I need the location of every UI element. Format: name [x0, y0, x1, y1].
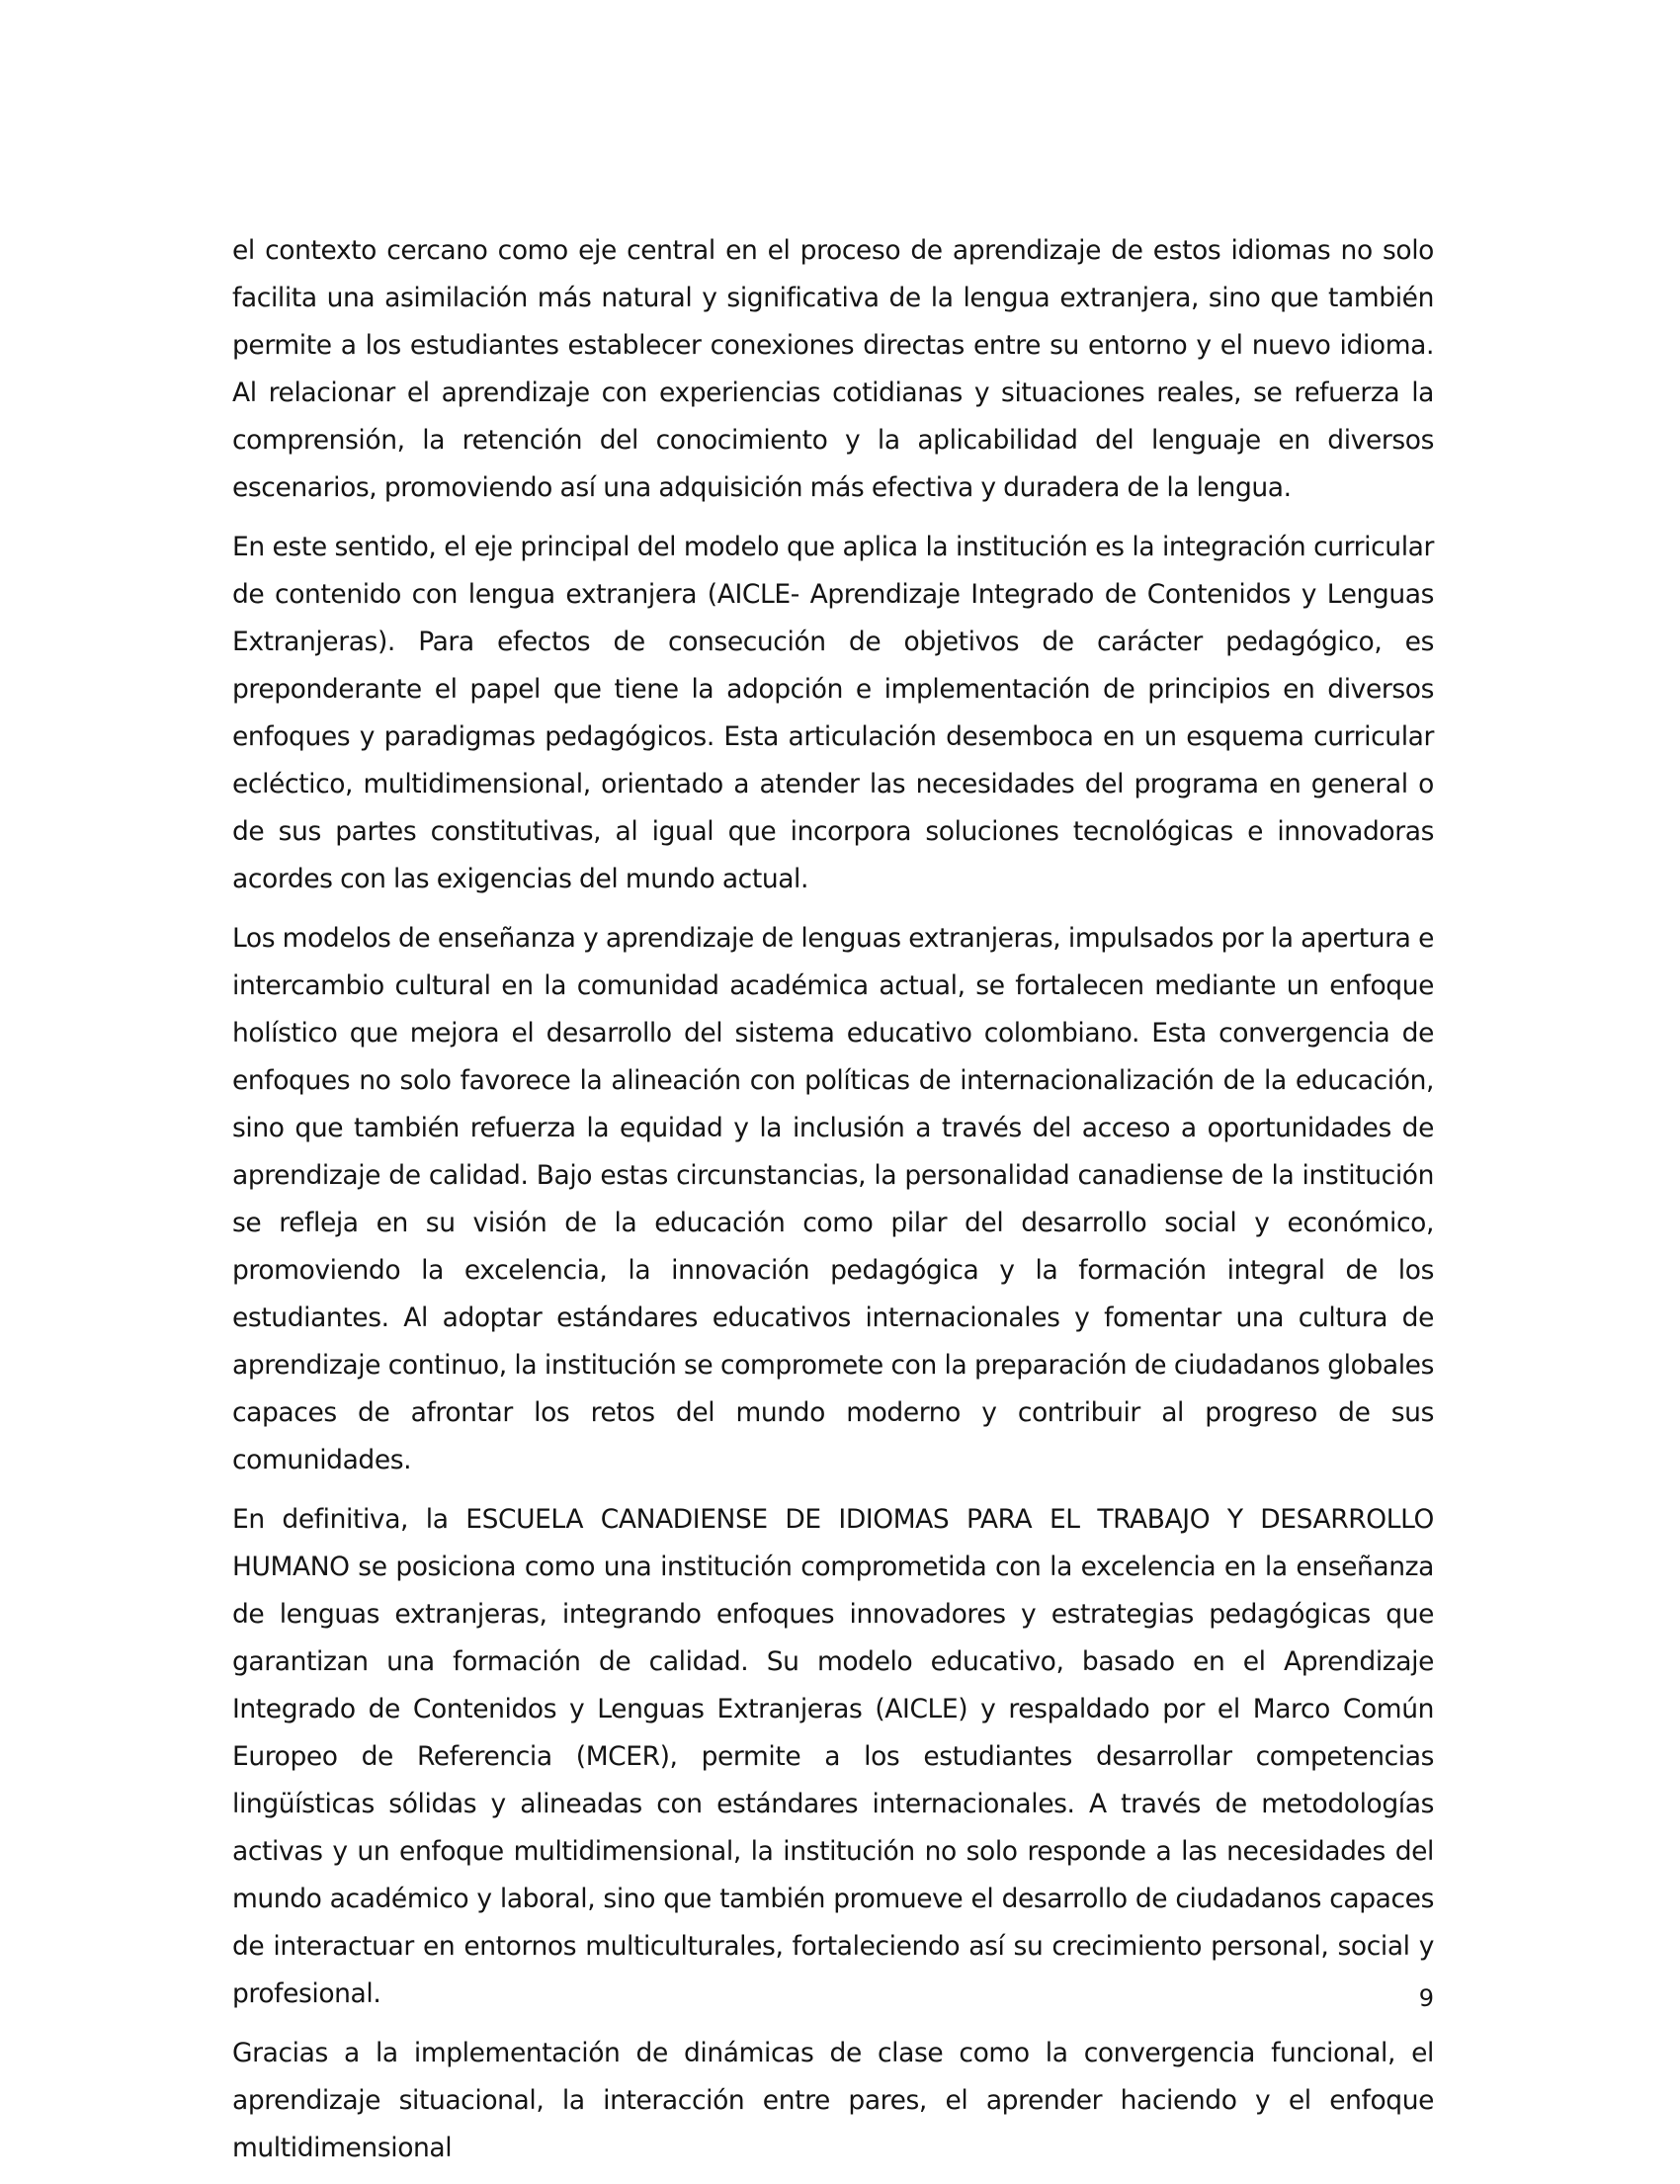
- paragraph-class-dynamics: Gracias a la implementación de dinámicas de clase como la convergencia funcional, el aprendizaje situacional, la interacción entre pares, el aprender haciendo y el enfoque multidimensional: [232, 2038, 1434, 2163]
- page-number: 9: [1418, 1984, 1434, 2012]
- paragraph-teaching-models: Los modelos de enseñanza y aprendizaje de lenguas extranjeras, impulsados por la apertura e intercambio cultural en la comunidad académica actual, se fortalecen mediante un enfoque holístico que mejora el desarrollo del sistema educativo colombiano. Esta convergencia de enfoques no solo favorece la alineación con políticas de internacionalización de la educación, sino que también refuerza la equidad y la inclusión a través del acceso a oportunidades de aprendizaje de calidad. Bajo estas circunstancias, la personalidad canadiense de la institución se refleja en su visión de la educación como pilar del desarrollo social y económico, promoviendo la excelencia, la innovación pedagógica y la formación integral de los estudiantes. Al adoptar estándares educativos internacionales y fomentar una cultura de aprendizaje continuo, la institución se compromete con la preparación de ciudadanos globales capaces de afrontar los retos del mundo moderno y contribuir al progreso de sus comunidades.: [232, 923, 1434, 1475]
- body-text: [232, 227, 1434, 2184]
- paragraph-conclusion: En definitiva, la ESCUELA CANADIENSE DE IDIOMAS PARA EL TRABAJO Y DESARROLLO HUMANO se posiciona como una institución comprometida con la excelencia en la enseñanza de lenguas extranjeras, integrando enfoques innovadores y estrategias pedagógicas que garantizan una formación de calidad. Su modelo educativo, basado en el Aprendizaje Integrado de Contenidos y Lenguas Extranjeras (AICLE) y respaldado por el Marco Común Europeo de Referencia (MCER), permite a los estudiantes desarrollar competencias lingüísticas sólidas y alineadas con estándares internacionales. A través de metodologías activas y un enfoque multidimensional, la institución no solo responde a las necesidades del mundo académico y laboral, sino que también promueve el desarrollo de ciudadanos capaces de interactuar en entornos multiculturales, fortaleciendo así su crecimiento personal, social y profesional.: [232, 1504, 1434, 2009]
- paragraph-context: el contexto cercano como eje central en el proceso de aprendizaje de estos idiomas no solo facilita una asimilación más natural y significativa de la lengua extranjera, sino que también permite a los estudiantes establecer conexiones directas entre su entorno y el nuevo idioma. Al relacionar el aprendizaje con experiencias cotidianas y situaciones reales, se refuerza la comprensión, la retención del conocimiento y la aplicabilidad del lenguaje en diversos escenarios, promoviendo así una adquisición más efectiva y duradera de la lengua.: [232, 235, 1434, 503]
- paragraph-aicle-model: En este sentido, el eje principal del modelo que aplica la institución es la integración curricular de contenido con lengua extranjera (AICLE- Aprendizaje Integrado de Contenidos y Lenguas Extranjeras). Para efectos de consecución de objetivos de carácter pedagógico, es preponderante el papel que tiene la adopción e implementación de principios en diversos enfoques y paradigmas pedagógicos. Esta articulación desemboca en un esquema curricular ecléctico, multidimensional, orientado a atender las necesidades del programa en general o de sus partes constitutivas, al igual que incorpora soluciones tecnológicas e innovadoras acordes con las exigencias del mundo actual.: [232, 532, 1434, 894]
